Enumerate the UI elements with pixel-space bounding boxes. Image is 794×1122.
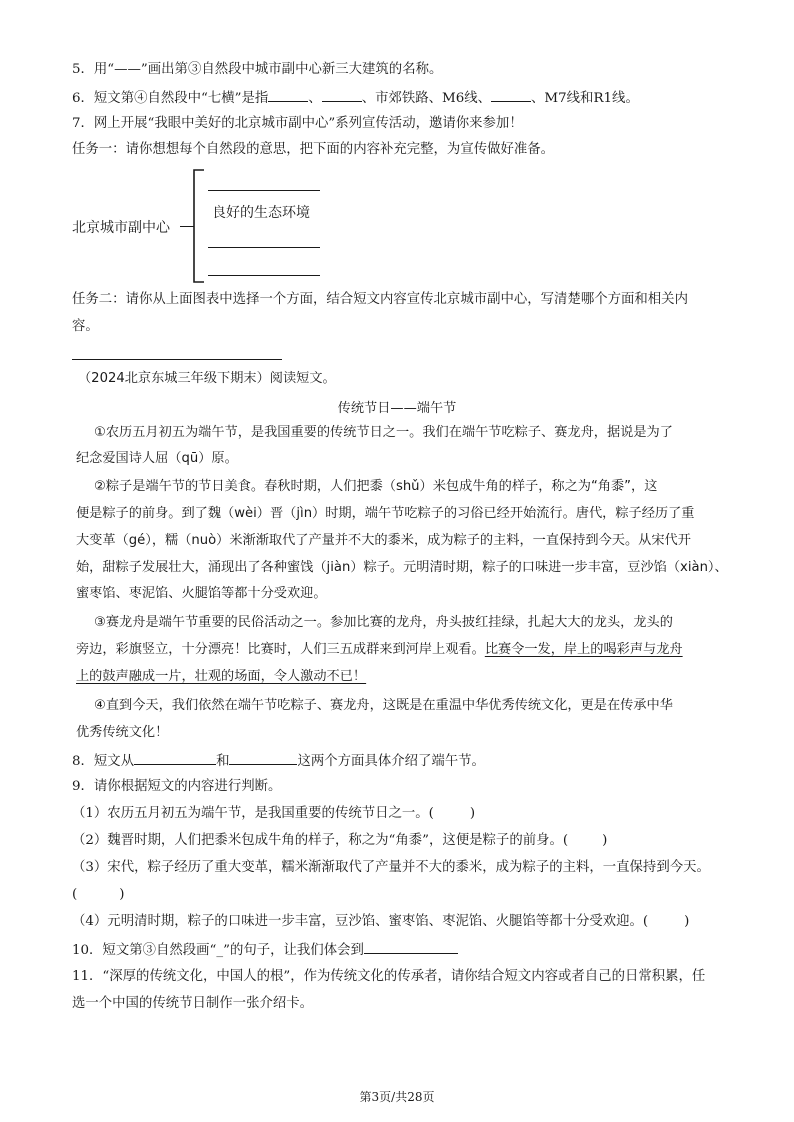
p4-line-1: ④直到今天，我们依然在端午节吃粽子、赛龙舟，这既是在重温中华优秀传统文化，更是在传承中华 (94, 698, 673, 713)
diagram-blank-line-2[interactable] (208, 247, 320, 248)
question-9: 9．请你根据短文的内容进行判断。 (72, 779, 282, 794)
brace-bracket (190, 168, 206, 284)
q9-item-3: （3）宋代，粽子经历了重大变革，糯米渐渐取代了产量并不大的黍米，成为粽子的主料，一直保持到今天。 (72, 860, 710, 875)
passage-title: 传统节日——端午节 (337, 401, 457, 416)
q10-text-after: ”的句子，让我们体会到 (223, 943, 364, 958)
answer-blank[interactable] (134, 751, 216, 765)
p3-line-1: ③赛龙舟是端午节重要的民俗活动之一。参加比赛的龙舟，舟头披红挂绿，扎起大大的龙头，龙头的 (94, 615, 673, 630)
question-8 (72, 751, 485, 771)
paren-close: ) (119, 887, 125, 902)
p3-line-2-plain: 旁边，彩旗竖立，十分漂亮！比赛时，人们三五成群来到河岸上观看。 (76, 642, 485, 657)
section-divider (72, 359, 282, 360)
q10-text-before: 10．短文第③自然段画“ (72, 943, 217, 958)
task-one: 任务一：请你想想每个自然段的意思，把下面的内容补充完整，为宣传做好准备。 (72, 142, 555, 157)
diagram-root-label: 北京城市副中心 (72, 220, 170, 236)
paren-close: ) (469, 806, 476, 821)
p2-line-5: 蜜枣馅、枣泥馅、火腿馅等都十分受欢迎。 (76, 586, 327, 601)
q6-separator: 、 (308, 91, 322, 106)
diagram-blank-line-3[interactable] (208, 275, 320, 276)
answer-blank[interactable] (268, 88, 308, 102)
paren-close: ) (602, 833, 608, 848)
answer-blank[interactable] (229, 751, 297, 765)
p1-line-2: 纪念爱国诗人屈（qū）原。 (76, 451, 238, 466)
q8-text-before: 8．短文从 (72, 754, 135, 769)
q9-item-3-paren (72, 886, 124, 904)
p2-line-3: 大变革（gé），糯（nuò）米渐渐取代了产量并不大的黍米，成为粽子的主料，一直保持到今天。从宋代开 (76, 533, 691, 548)
q6-text-mid: 、市郊铁路、M6线、 (361, 91, 492, 106)
diagram-blank-line-1[interactable] (208, 190, 320, 191)
q6-text-before: 6．短文第④自然段中“七横”是指 (72, 91, 269, 106)
question-11-line-1: 11．“深厚的传统文化，中国人的根”，作为传统文化的传承者，请你结合短文内容或者自己的日常积累，任 (72, 969, 706, 984)
q9-2-statement: （2）魏晋时期，人们把黍米包成牛角的样子，称之为“角黍”，这便是粽子的前身。( (72, 833, 569, 848)
task-two-line-2: 容。 (72, 319, 99, 334)
paren-close: ) (684, 914, 690, 929)
p2-line-4: 始，甜粽子发展壮大，涌现出了各种蜜饯（jiàn）粽子。元明清时期，粽子的口味进一步丰富，豆沙馅（xiàn）、 (76, 560, 728, 575)
question-10 (72, 940, 458, 960)
q8-text-after: 这两个方面具体介绍了端午节。 (297, 754, 485, 769)
p3-underlined-sentence-part-1: 比赛令一发，岸上的喝彩声与龙舟 (484, 642, 683, 657)
answer-blank[interactable] (491, 88, 531, 102)
p3-underlined-sentence-part-2: 上的鼓声融成一片，壮观的场面，令人激动不已！ (76, 669, 367, 684)
source-note: （2024北京东城三年级下期末）阅读短文。 (78, 371, 336, 386)
q6-text-after: 、M7线和R1线。 (531, 91, 639, 106)
page-number: 第3页/共28页 (359, 1090, 435, 1104)
task-two-line-1: 任务二：请你从上面图表中选择一个方面，结合短文内容宣传北京城市副中心，写清楚哪个方面和相关内 (72, 292, 688, 307)
question-7: 7．网上开展“我眼中美好的北京城市副中心”系列宣传活动，邀请你来参加！ (72, 116, 523, 131)
diagram-item-ecology: 良好的生态环境 (212, 205, 310, 221)
question-5: 5．用“——”画出第③自然段中城市副中心新三大建筑的名称。 (72, 62, 443, 77)
p2-line-1: ②粽子是端午节的节日美食。春秋时期，人们把黍（shǔ）米包成牛角的样子，称之为“角黍”，这 (94, 479, 658, 494)
p1-line-1: ①农历五月初五为端午节，是我国重要的传统节日之一。我们在端午节吃粽子、赛龙舟，据说是为了 (94, 425, 673, 440)
answer-blank[interactable] (364, 940, 458, 954)
p3-line-2 (76, 641, 683, 659)
paren-open: ( (72, 887, 78, 902)
q9-item-4 (72, 913, 689, 931)
question-6 (72, 88, 639, 108)
p4-line-2: 优秀传统文化！ (76, 725, 169, 740)
p3-line-3 (76, 668, 366, 686)
q8-text-mid: 和 (216, 754, 230, 769)
question-11-line-2: 选一个中国的传统节日制作一张介绍卡。 (72, 996, 314, 1011)
q10-mark: _ (216, 943, 224, 958)
answer-blank[interactable] (322, 88, 362, 102)
q9-item-2 (72, 832, 607, 850)
q9-4-statement: （4）元明清时期，粽子的口味进一步丰富，豆沙馅、蜜枣馅、枣泥馅、火腿馅等都十分受欢迎。( (72, 914, 649, 929)
q9-1-statement: （1）农历五月初五为端午节，是我国重要的传统节日之一。( (72, 806, 434, 821)
q9-item-1 (72, 805, 475, 823)
p2-line-2: 便是粽子的前身。到了魏（wèi）晋（jìn）时期，端午节吃粽子的习俗已经开始流行。唐代，粽子经历了重 (76, 506, 695, 521)
